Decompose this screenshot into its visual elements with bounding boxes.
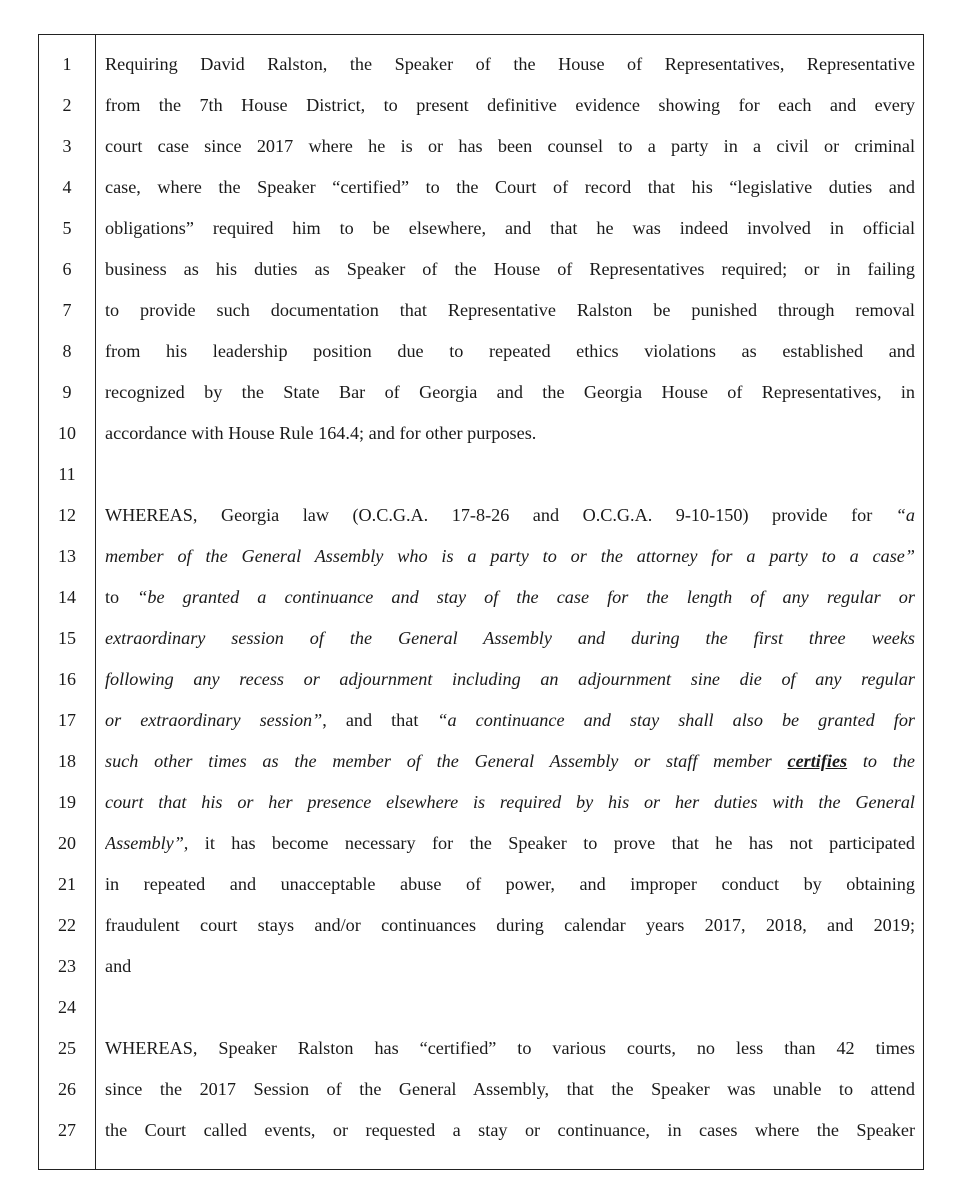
line-text-segment: WHEREAS, Georgia law (O.C.G.A. 17-8-26 and O.C.G.A. 9-10-150) provide for — [105, 505, 896, 525]
document-line — [39, 782, 923, 823]
document-line — [39, 249, 923, 290]
line-number: 4 — [62, 177, 72, 197]
line-text — [105, 85, 915, 126]
document-line — [39, 823, 923, 864]
line-number: 27 — [58, 1120, 76, 1140]
line-number: 9 — [62, 382, 72, 402]
line-number: 10 — [58, 423, 76, 443]
line-text-segment: fraudulent court stays and/or continuances during calendar years 2017, 2018, and 2019; — [105, 915, 915, 935]
line-text — [105, 1028, 915, 1069]
line-number: 18 — [58, 751, 76, 771]
document-line — [39, 659, 923, 700]
line-text-segment: it has become necessary for the Speaker to prove that he has not participated — [188, 833, 915, 853]
line-text — [105, 782, 915, 823]
document-line — [39, 987, 923, 1028]
italic-quote-text: court that his or her presence elsewhere is required by his or her duties with the General — [105, 792, 915, 812]
line-number: 6 — [62, 259, 72, 279]
line-text — [105, 864, 915, 905]
line-text — [105, 987, 915, 1028]
document-line — [39, 618, 923, 659]
line-text-segment: case, where the Speaker “certified” to the Court of record that his “legislative duties and — [105, 177, 915, 197]
line-text — [105, 372, 915, 413]
line-text — [105, 700, 915, 741]
italic-quote-text: following any recess or adjournment including an adjournment sine die of any regular — [105, 669, 915, 689]
document-line — [39, 536, 923, 577]
line-text-segment: obligations” required him to be elsewhere, and that he was indeed involved in official — [105, 218, 915, 238]
italic-quote-text: extraordinary session of the General Assembly and during the first three weeks — [105, 628, 915, 648]
line-text — [105, 331, 915, 372]
document-line — [39, 290, 923, 331]
line-list — [39, 44, 923, 1151]
line-text — [105, 577, 915, 618]
line-text-segment: in repeated and unacceptable abuse of power, and improper conduct by obtaining — [105, 874, 915, 894]
line-text-segment: and — [105, 956, 132, 976]
line-text-segment: WHEREAS, Speaker Ralston has “certified” to various courts, no less than 42 times — [105, 1038, 915, 1058]
line-number: 16 — [58, 669, 76, 689]
line-number: 25 — [58, 1038, 76, 1058]
document-line — [39, 372, 923, 413]
line-number: 15 — [58, 628, 76, 648]
line-text — [105, 1069, 915, 1110]
line-text — [105, 946, 915, 987]
line-number: 14 — [58, 587, 76, 607]
italic-quote-text: Assembly”, — [105, 833, 189, 853]
line-text-segment: since the 2017 Session of the General Assembly, that the Speaker was unable to attend — [105, 1079, 915, 1099]
italic-quote-text: “a continuance and stay shall also be granted for — [437, 710, 915, 730]
line-number: 19 — [58, 792, 76, 812]
italic-quote-text: “a — [895, 505, 915, 525]
line-number: 20 — [58, 833, 76, 853]
document-line — [39, 495, 923, 536]
document-line — [39, 44, 923, 85]
italic-quote-text: or extraordinary session” — [105, 710, 323, 730]
line-text — [105, 413, 915, 454]
line-text-segment: from his leadership position due to repeated ethics violations as established and — [105, 341, 915, 361]
italic-quote-text: such other times as the member of the General Assembly or staff member — [105, 751, 788, 771]
line-number: 3 — [62, 136, 72, 156]
line-number: 11 — [58, 464, 76, 484]
line-text — [105, 659, 915, 700]
line-text — [105, 495, 915, 536]
line-number: 26 — [58, 1079, 76, 1099]
line-number: 8 — [62, 341, 72, 361]
line-text — [105, 741, 915, 782]
line-number: 24 — [58, 997, 76, 1017]
italic-quote-text: member of the General Assembly who is a party to or the attorney for a party to a case” — [105, 546, 915, 566]
line-text-segment: court case since 2017 where he is or has been counsel to a party in a civil or criminal — [105, 136, 915, 156]
line-text-segment: , and that — [322, 710, 438, 730]
document-line — [39, 331, 923, 372]
line-text — [105, 208, 915, 249]
italic-quote-text: “be granted a continuance and stay of the case for the length of any regular or — [137, 587, 915, 607]
document-line — [39, 413, 923, 454]
line-text-segment: from the 7th House District, to present definitive evidence showing for each and every — [105, 95, 915, 115]
line-number: 23 — [58, 956, 76, 976]
line-text — [105, 454, 915, 495]
document-line — [39, 741, 923, 782]
document-line — [39, 905, 923, 946]
document-line — [39, 946, 923, 987]
line-number: 5 — [62, 218, 72, 238]
line-text-segment: business as his duties as Speaker of the House of Representatives required; or in failing — [105, 259, 915, 279]
document-line — [39, 208, 923, 249]
line-text-segment: to — [105, 587, 138, 607]
line-number: 1 — [62, 54, 72, 74]
line-text — [105, 249, 915, 290]
line-text-segment: to provide such documentation that Representative Ralston be punished through removal — [105, 300, 915, 320]
document-line — [39, 700, 923, 741]
document-line — [39, 1110, 923, 1151]
line-number: 13 — [58, 546, 76, 566]
line-number: 17 — [58, 710, 76, 730]
italic-quote-text: to the — [847, 751, 915, 771]
line-text-segment: the Court called events, or requested a stay or continuance, in cases where the Speaker — [105, 1120, 915, 1140]
line-text-segment: Requiring David Ralston, the Speaker of the House of Representatives, Representative — [105, 54, 915, 74]
line-number: 21 — [58, 874, 76, 894]
document-line — [39, 1069, 923, 1110]
line-number: 22 — [58, 915, 76, 935]
document-line — [39, 1028, 923, 1069]
line-number: 2 — [62, 95, 72, 115]
document-line — [39, 864, 923, 905]
line-text-segment: recognized by the State Bar of Georgia and the Georgia House of Representatives, in — [105, 382, 915, 402]
line-number: 12 — [58, 505, 76, 525]
line-text — [105, 126, 915, 167]
document-line — [39, 167, 923, 208]
document-line — [39, 126, 923, 167]
line-text — [105, 536, 915, 577]
line-text-segment: accordance with House Rule 164.4; and for other purposes. — [105, 423, 537, 443]
line-text — [105, 1110, 915, 1151]
line-text — [105, 44, 915, 85]
line-text — [105, 618, 915, 659]
document-page — [38, 34, 924, 1170]
document-line — [39, 454, 923, 495]
document-line — [39, 577, 923, 618]
line-number: 7 — [62, 300, 72, 320]
emphasized-term: certifies — [787, 751, 848, 771]
document-line — [39, 85, 923, 126]
line-text — [105, 905, 915, 946]
line-text — [105, 290, 915, 331]
line-text — [105, 167, 915, 208]
line-text — [105, 823, 915, 864]
